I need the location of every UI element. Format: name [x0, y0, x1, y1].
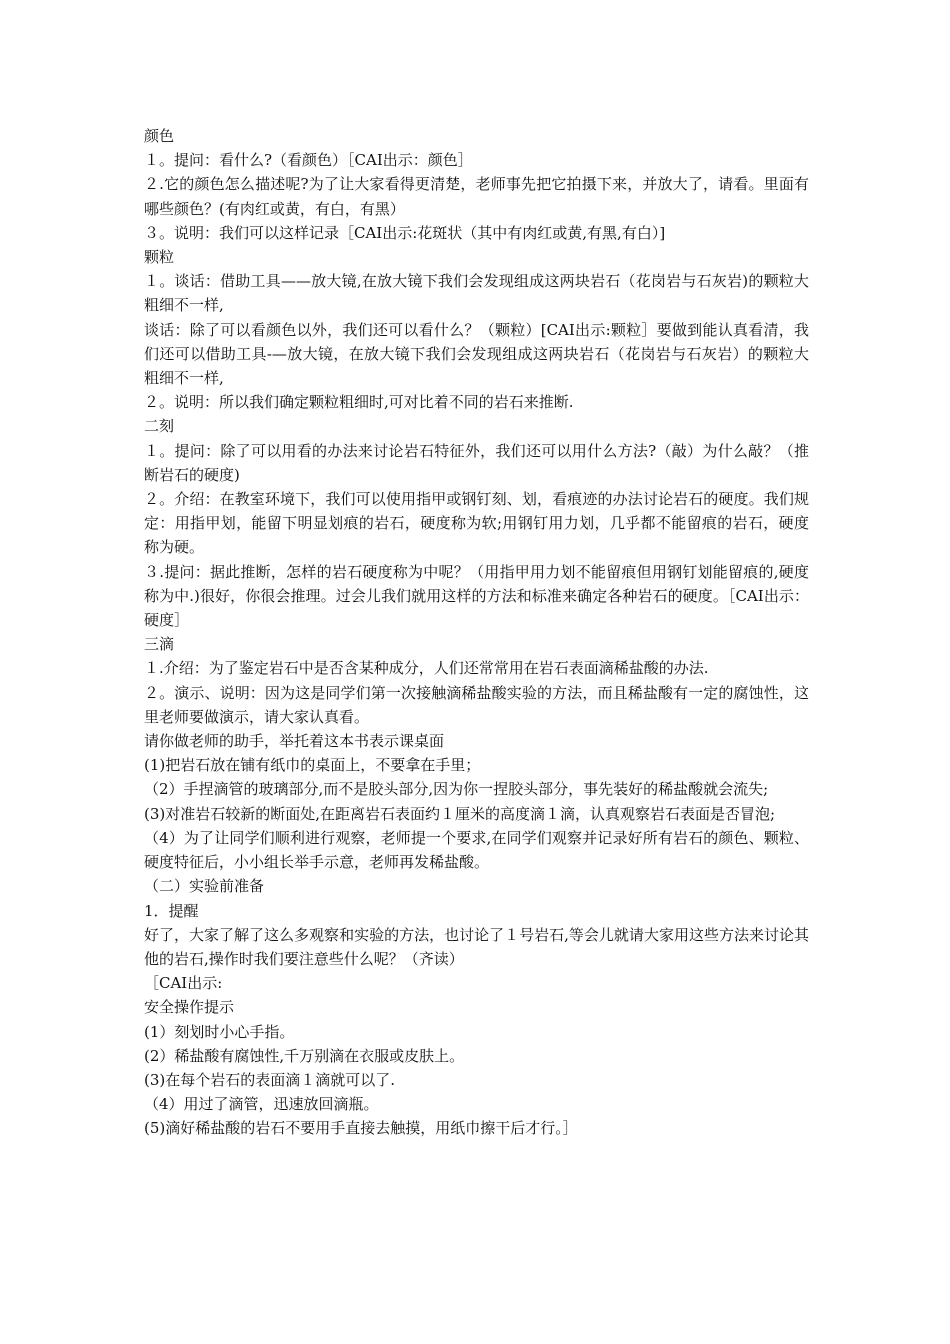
- list-item: (2）稀盐酸有腐蚀性,千万别滴在衣服或皮肤上。: [144, 1046, 465, 1065]
- list-item: (3)对准岩石较新的断面处,在距离岩石表面约１厘米的高度滴１滴，认真观察岩石表面是否冒泡;: [144, 804, 776, 823]
- list-item: (5)滴好稀盐酸的岩石不要用手直接去触摸，用纸巾擦干后才行。］: [144, 1119, 578, 1138]
- paragraph: 请你做老师的助手，举托着这本书表示课桌面: [144, 732, 445, 751]
- list-item: (1）刻划时小心手指。: [144, 1022, 295, 1041]
- heading-scratch: 二刻: [144, 417, 175, 436]
- section-heading: （二）实验前准备: [144, 877, 265, 896]
- paragraph: ３。说明：我们可以这样记录［CAI出示:花斑状（其中有肉红或黄,有黑,有白）]: [144, 223, 666, 242]
- paragraph: １.介绍：为了鉴定岩石中是否含某种成分，人们还常常用在岩石表面滴稀盐酸的办法.: [144, 659, 709, 678]
- paragraph: ２。演示、说明：因为这是同学们第一次接触滴稀盐酸实验的方法，而且稀盐酸有一定的腐蚀性，这里老师要做演示，请大家认真看。: [144, 683, 809, 726]
- paragraph: ３.提问：据此推断，怎样的岩石硬度称为中呢？（用指甲用力划不能留痕但用钢钉划能留痕的,硬度称为中.)很好，你很会推理。过会儿我们就用这样的方法和标准来确定各种岩石的硬度。［CAI出示：硬度］: [144, 562, 809, 630]
- list-item: （4）用过了滴管，迅速放回滴瓶。: [144, 1095, 379, 1114]
- safety-heading: 安全操作提示: [144, 998, 235, 1017]
- list-item: (3)在每个岩石的表面滴１滴就可以了.: [144, 1070, 396, 1089]
- list-item: (1)把岩石放在铺有纸巾的桌面上，不要拿在手里；: [144, 756, 481, 775]
- paragraph: 好了，大家了解了这么多观察和实验的方法，也讨论了１号岩石,等会儿就请大家用这些方法来讨论其他的岩石,操作时我们要注意些什么呢？（齐读）: [144, 925, 809, 968]
- paragraph: １。提问：除了可以用看的办法来讨论岩石特征外，我们还可以用什么方法?（敲）为什么敲？（推断岩石的硬度): [144, 441, 809, 484]
- paragraph: ［CAI出示:: [144, 974, 223, 993]
- list-item: （2）手捏滴管的玻璃部分,而不是胶头部分,因为你一捏胶头部分，事先装好的稀盐酸就会流失;: [144, 780, 769, 799]
- heading-drop: 三滴: [144, 635, 175, 654]
- paragraph: １。提问：看什么?（看颜色）［CAI出示：颜色］: [144, 151, 473, 170]
- paragraph: ２.它的颜色怎么描述呢?为了让大家看得更清楚，老师事先把它拍摄下来，并放大了，请看。里面有哪些颜色？(有肉红或黄，有白，有黑）: [144, 175, 809, 218]
- paragraph: １。谈话：借助工具——放大镜,在放大镜下我们会发现组成这两块岩石（花岗岩与石灰岩)的颗粒大粗细不一样,: [144, 272, 809, 315]
- paragraph: ２。说明：所以我们确定颗粒粗细时,可对比着不同的岩石来推断.: [144, 393, 574, 412]
- subheading: 1．提醒: [144, 901, 199, 920]
- paragraph: 谈话：除了可以看颜色以外，我们还可以看什么？（颗粒）[CAI出示:颗粒］要做到能认真看清，我们还可以借助工具-—放大镜，在放大镜下我们会发现组成这两块岩石（花岗岩与石灰岩）的颗粒大粗细不一样,: [144, 320, 809, 388]
- heading-grain: 颗粒: [144, 248, 175, 267]
- heading-color: 颜色: [144, 127, 175, 145]
- paragraph: ２。介绍：在教室环境下，我们可以使用指甲或钢钉刻、划，看痕迹的办法讨论岩石的硬度。我们规定：用指甲划，能留下明显划痕的岩石，硬度称为软;用钢钉用力划，几乎都不能留痕的岩石，硬度称为硬。: [144, 490, 809, 557]
- document-body: [144, 124, 809, 1141]
- list-item: （4）为了让同学们顺利进行观察，老师提一个要求,在同学们观察并记录好所有岩石的颜色、颗粒、硬度特征后，小小组长举手示意，老师再发稀盐酸。: [144, 828, 809, 872]
